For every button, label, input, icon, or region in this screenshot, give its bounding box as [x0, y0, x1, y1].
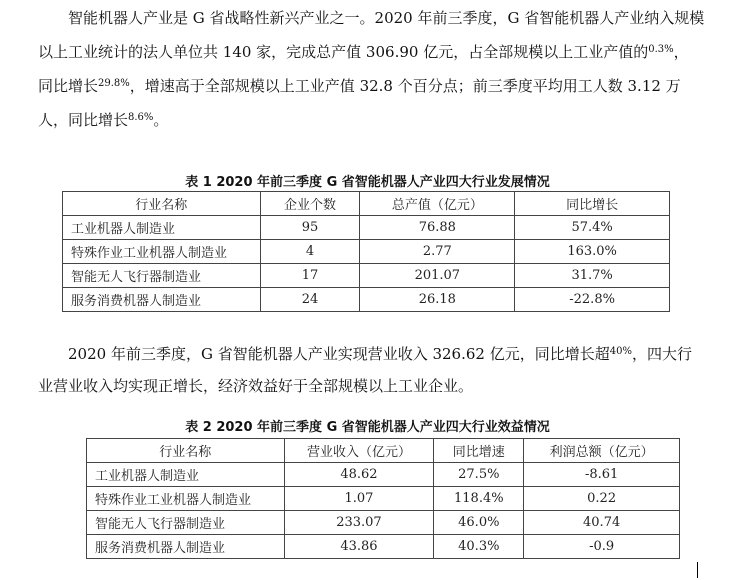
industry-development-table	[62, 191, 670, 312]
column-header: 总产值（亿元）	[360, 192, 515, 216]
table-row	[87, 463, 680, 487]
output-value-cell: 2.77	[360, 240, 515, 264]
profit-cell: 0.22	[524, 487, 680, 511]
growth-cell: -22.8%	[515, 288, 670, 312]
profit-cell: -0.9	[524, 535, 680, 559]
profit-cell: 40.74	[524, 511, 680, 535]
column-header: 同比增速	[434, 439, 524, 463]
industry-name-cell: 服务消费机器人制造业	[63, 288, 261, 312]
para1-line1: 智能机器人产业是 G 省战略性新兴产业之一。2020 年前三季度，G 省智能机器人产业纳入规模	[68, 9, 705, 27]
growth-cell: 31.7%	[515, 264, 670, 288]
table-row	[87, 535, 680, 559]
industry-name-cell: 工业机器人制造业	[63, 216, 261, 240]
column-header: 营业收入（亿元）	[284, 439, 434, 463]
table-header-row	[87, 439, 680, 463]
intro-paragraph: 智能机器人产业是 G 省战略性新兴产业之一。2020 年前三季度，G 省智能机器人产业纳入规模 以上工业统计的法人单位共 140 家，完成总产值 306.90 亿元，占全部规模以上工业产值的$^{0.3\%}$， 同比增长$^{29.8\%}$，增速高于全部规模以上工业产值 32.8 个百分点；前三季度平均用工人数 3.12 万 人，同比增长$^{8.6\%}$。	[38, 9, 705, 129]
table2-caption: 表 2 2020 年前三季度 G 省智能机器人产业四大行业效益情况	[185, 420, 550, 435]
output-value-cell: 26.18	[360, 288, 515, 312]
table-row	[63, 288, 670, 312]
growth-rate-cell: 46.0%	[434, 511, 524, 535]
para1-line3-rest: ，增速高于全部规模以上工业产值 32.8 个百分点；前三季度平均用工人数 3.12 万	[129, 77, 681, 95]
revenue-cell: 1.07	[284, 487, 434, 511]
revenue-growth-value: 40%	[609, 346, 632, 357]
table-row	[87, 511, 680, 535]
enterprise-count-cell: 24	[260, 288, 360, 312]
employment-growth-value: 8.6%	[128, 112, 154, 123]
industry-name-cell: 智能无人飞行器制造业	[87, 511, 285, 535]
table-row	[63, 216, 670, 240]
column-header: 同比增长	[515, 192, 670, 216]
revenue-cell: 233.07	[284, 511, 434, 535]
para1-line4-start: 人，同比增长	[38, 111, 129, 129]
table-row	[63, 264, 670, 288]
output-growth-value: 29.8%	[98, 78, 130, 89]
growth-rate-cell: 40.3%	[434, 535, 524, 559]
industry-name-cell: 特殊作业工业机器人制造业	[63, 240, 261, 264]
column-header: 利润总额（亿元）	[524, 439, 680, 463]
industry-name-cell: 服务消费机器人制造业	[87, 535, 285, 559]
industry-name-cell: 智能无人飞行器制造业	[63, 264, 261, 288]
growth-rate-cell: 118.4%	[434, 487, 524, 511]
para2-line2: 业营业收入均实现正增长，经济效益好于全部规模以上工业企业。	[38, 377, 474, 395]
enterprise-count-cell: 4	[260, 240, 360, 264]
revenue-cell: 43.86	[284, 535, 434, 559]
revenue-paragraph	[38, 336, 718, 402]
output-value-cell: 76.88	[360, 216, 515, 240]
table-row	[87, 487, 680, 511]
para1-line2: 以上工业统计的法人单位共 140 家，完成总产值 306.90 亿元，占全部规模以上工业产值的	[38, 43, 649, 61]
growth-rate-cell: 27.5%	[434, 463, 524, 487]
growth-cell: 57.4%	[515, 216, 670, 240]
industry-name-cell: 特殊作业工业机器人制造业	[87, 487, 285, 511]
para2-line1-end: ，四大行	[631, 345, 692, 363]
enterprise-count-cell: 17	[260, 264, 360, 288]
industry-benefit-table	[86, 438, 680, 559]
para2-line1-start: 2020 年前三季度，G 省智能机器人产业实现营业收入 326.62 亿元，同比增长超	[68, 345, 610, 363]
text-cursor	[697, 562, 698, 578]
column-header: 行业名称	[63, 192, 261, 216]
table-header-row	[63, 192, 670, 216]
revenue-cell: 48.62	[284, 463, 434, 487]
para1-line3-start: 同比增长	[38, 77, 99, 95]
table-row	[63, 240, 670, 264]
enterprise-count-cell: 95	[260, 216, 360, 240]
industry-name-cell: 工业机器人制造业	[87, 463, 285, 487]
share-of-output-value: 0.3%	[648, 44, 674, 55]
output-value-cell: 201.07	[360, 264, 515, 288]
profit-cell: -8.61	[524, 463, 680, 487]
table1-caption: 表 1 2020 年前三季度 G 省智能机器人产业四大行业发展情况	[185, 175, 550, 190]
column-header: 行业名称	[87, 439, 285, 463]
column-header: 企业个数	[260, 192, 360, 216]
growth-cell: 163.0%	[515, 240, 670, 264]
